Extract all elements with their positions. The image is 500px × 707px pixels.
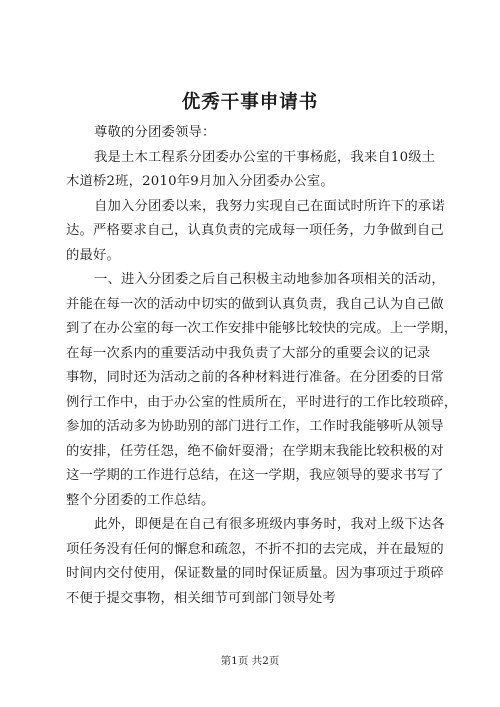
text-line: 的安排，任劳任怨，绝不偷奸耍滑；在学期末我能比较积极的对 — [66, 443, 444, 459]
text-line: 一、进入分团委之后自己积极主动地参加各项相关的活动， — [94, 272, 445, 287]
paragraph-commitment — [66, 195, 446, 269]
paragraph-activities — [66, 268, 458, 513]
text-line: 参加的活动多为协助别的部门进行工作，工作时我能够听从领导 — [66, 419, 444, 434]
text-line: 在每一次系内的重要活动中我负责了大部分的重要会议的记录 — [66, 345, 431, 361]
paragraph-additional — [66, 513, 446, 611]
document-body — [66, 121, 458, 611]
text-line: 事物，同时还为活动之前的各种材料进行准备。在分团委的日常 — [66, 370, 444, 385]
text-line: 项任务没有任何的懈怠和疏忽，不折不扣的去完成，并在最短的 — [66, 541, 444, 557]
text-line: 时间内交付使用，保证数量的同时保证质量。因为事项过于琐碎 — [66, 566, 444, 581]
text-line: 此外，即便是在自己有很多班级内事务时，我对上级下达各 — [94, 517, 445, 532]
text-line: 达。严格要求自己，认真负责的完成每一项任务，力争做到自己 — [66, 223, 444, 238]
text-line: 整个分团委的工作总结。 — [66, 492, 215, 508]
paragraph-salutation — [94, 121, 446, 146]
text-line: 木道桥2班，2010年9月加入分团委办公室。 — [66, 174, 334, 189]
text-line: 到了在办公室的每一次工作安排中能够比较快的完成。上一学期， — [66, 321, 458, 336]
paragraph-intro — [66, 146, 446, 195]
text-line: 并能在每一次的活动中切实的做到认真负责，我自己认为自己做 — [66, 296, 444, 312]
text-line: 尊敬的分团委领导： — [94, 125, 216, 140]
text-line: 这一学期的工作进行总结，在这一学期，我应领导的要求书写了 — [66, 468, 444, 483]
text-line: 我是土木工程系分团委办公室的干事杨彪，我来自10级土 — [94, 149, 436, 165]
text-line: 的最好。 — [66, 247, 120, 263]
text-line: 不便于提交事物，相关细节可到部门领导处考 — [66, 590, 336, 606]
page-number-footer: 第1页 共2页 — [220, 655, 280, 667]
text-line: 例行工作中，由于办公室的性质所在，平时进行的工作比较琐碎， — [66, 394, 458, 410]
text-line: 自加入分团委以来，我努力实现自己在面试时所许下的承诺 — [94, 198, 445, 214]
document-title: 优秀干事申请书 — [181, 92, 319, 113]
